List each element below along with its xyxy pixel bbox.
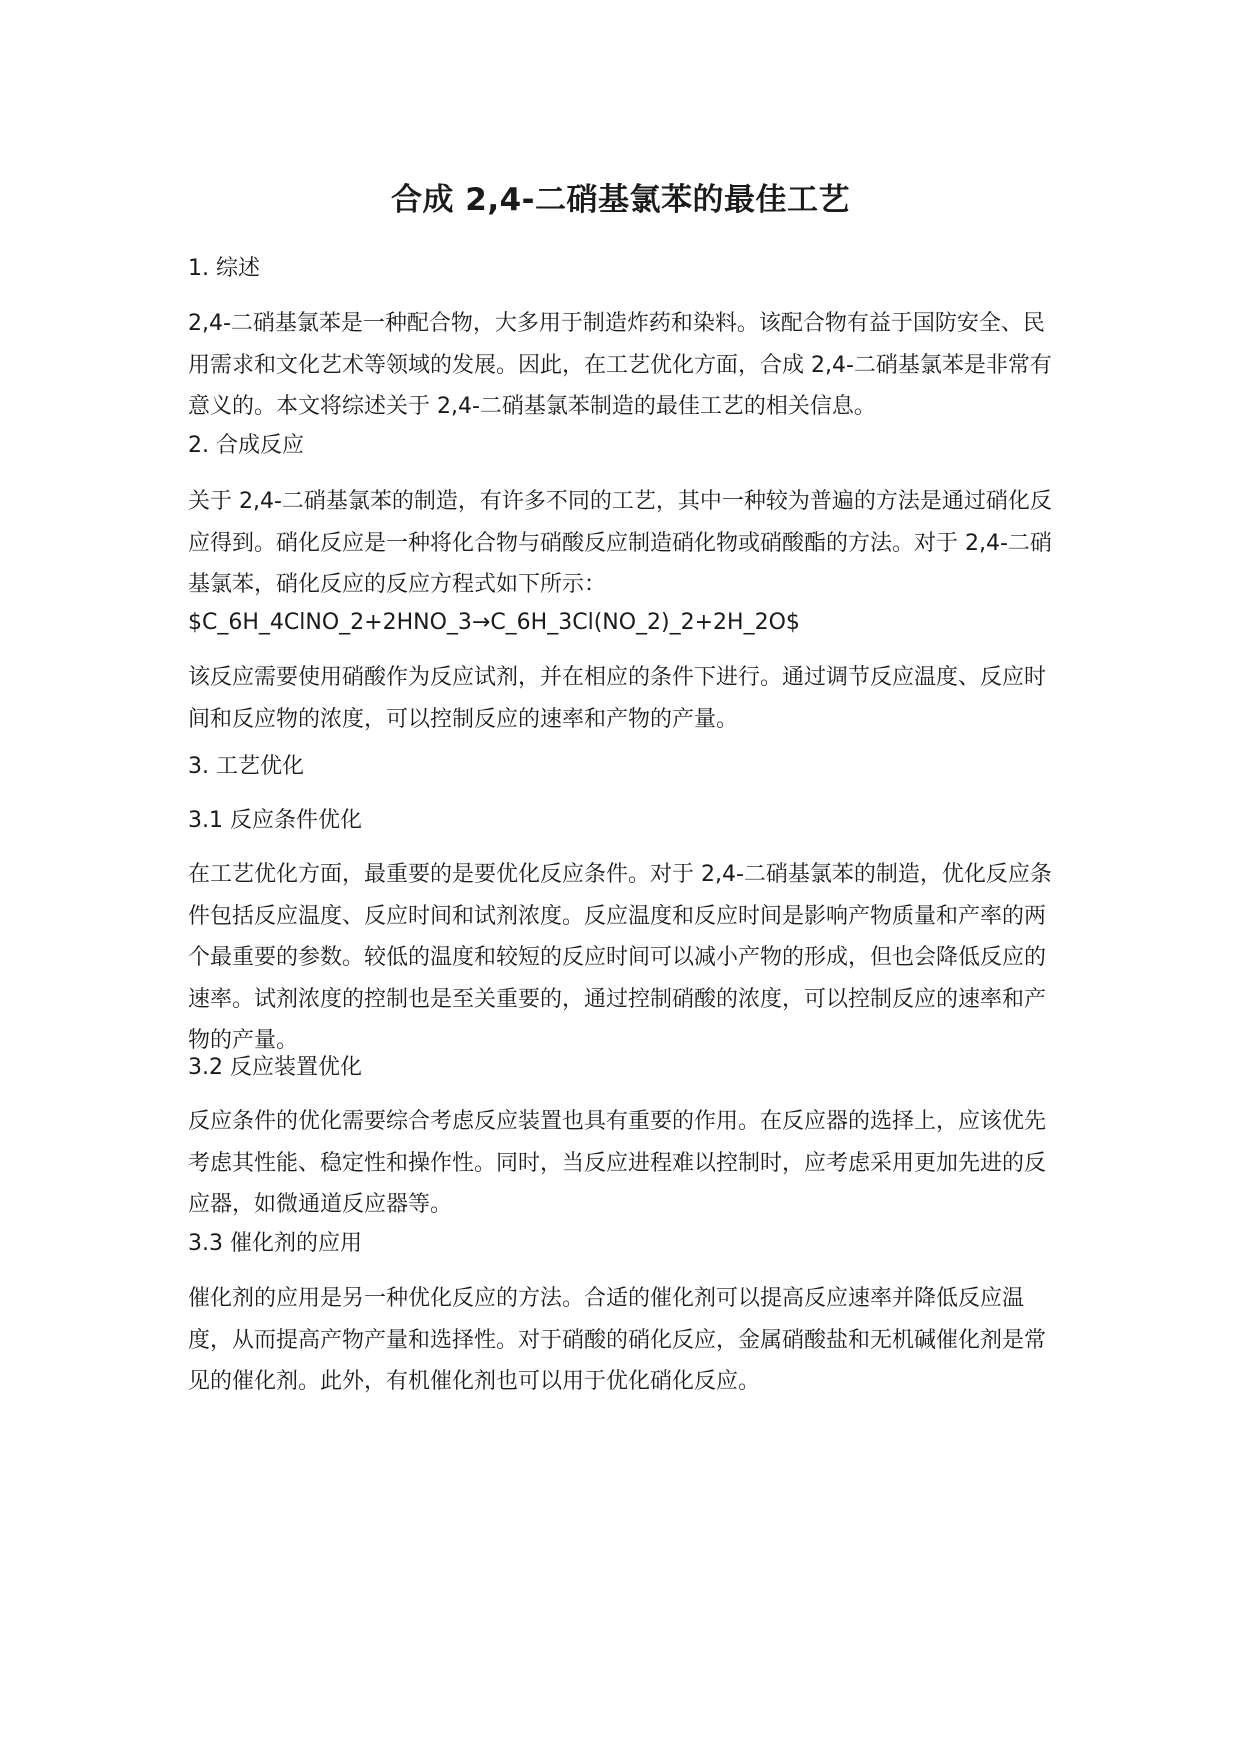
subsection-heading-reaction-conditions: 3.1 反应条件优化 [188,808,362,833]
subsection-heading-reactor-optimization: 3.2 反应装置优化 [188,1055,362,1080]
section-heading-process-optimization: 3. 工艺优化 [188,754,304,779]
subsection-heading-catalyst: 3.3 催化剂的应用 [188,1231,362,1256]
paragraph-synthesis: 关于 2,4-二硝基氯苯的制造，有许多不同的工艺，其中一种较为普遍的方法是通过硝化反应得到。硝化反应是一种将化合物与硝酸反应制造硝化物或硝酸酯的方法。对于 2,4-二硝基氯苯，硝化反应的反应方程式如下所示： [188,489,1052,597]
reaction-equation: $C_6H_4ClNO_2+2HNO_3→C_6H_3Cl(NO_2)_2+2H_2O$ [188,610,800,635]
paragraph-reactor-optimization: 反应条件的优化需要综合考虑反应装置也具有重要的作用。在反应器的选择上，应该优先考虑其性能、稳定性和操作性。同时，当反应进程难以控制时，应考虑采用更加先进的反应器，如微通道反应器等。 [188,1109,1047,1217]
section-heading-synthesis: 2. 合成反应 [188,433,304,458]
paragraph-overview: 2,4-二硝基氯苯是一种配合物，大多用于制造炸药和染料。该配合物有益于国防安全、民用需求和文化艺术等领域的发展。因此，在工艺优化方面，合成 2,4-二硝基氯苯是非常有意义的。本文将综述关于 2,4-二硝基氯苯制造的最佳工艺的相关信息。 [188,311,1052,419]
paragraph-reaction-conditions: 该反应需要使用硝酸作为反应试剂，并在相应的条件下进行。通过调节反应温度、反应时间和反应物的浓度，可以控制反应的速率和产物的产量。 [188,665,1047,732]
section-heading-overview: 1. 综述 [188,256,260,281]
paragraph-condition-optimization: 在工艺优化方面，最重要的是要优化反应条件。对于 2,4-二硝基氯苯的制造，优化反应条件包括反应温度、反应时间和试剂浓度。反应温度和反应时间是影响产物质量和产率的两个最重要的参数。较低的温度和较短的反应时间可以减小产物的形成，但也会降低反应的速率。试剂浓度的控制也是至关重要的，通过控制硝酸的浓度，可以控制反应的速率和产物的产量。 [188,862,1052,1053]
document-title: 合成 2,4-二硝基氯苯的最佳工艺 [390,182,851,218]
paragraph-catalyst: 催化剂的应用是另一种优化反应的方法。合适的催化剂可以提高反应速率并降低反应温度，从而提高产物产量和选择性。对于硝酸的硝化反应，金属硝酸盐和无机碱催化剂是常见的催化剂。此外，有机催化剂也可以用于优化硝化反应。 [188,1286,1047,1394]
